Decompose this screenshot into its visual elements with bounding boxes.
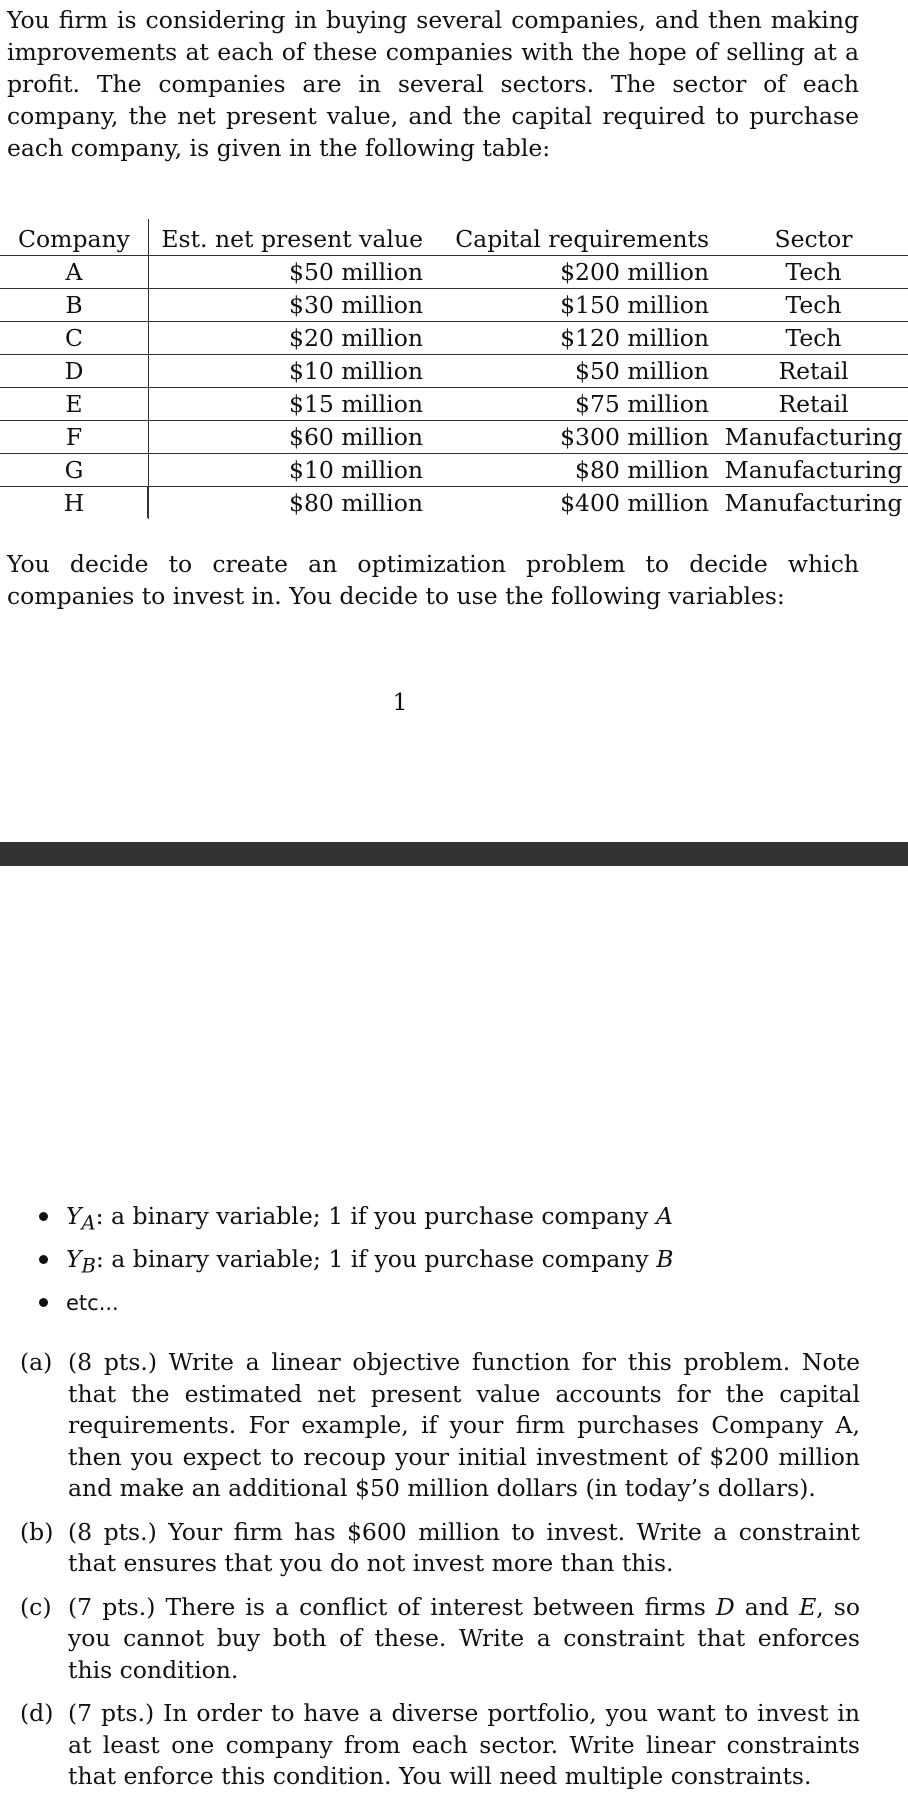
firm-e: E <box>799 1592 817 1621</box>
etc-text: etc... <box>66 1291 119 1315</box>
cell-npv: $10 million <box>289 456 423 484</box>
variable-company: A <box>655 1202 673 1230</box>
list-item <box>0 1200 908 1243</box>
cell-sector: Manufacturing <box>724 489 903 517</box>
cell-capital: $300 million <box>560 423 709 451</box>
table-row <box>0 487 908 520</box>
variable-description: : a binary variable; 1 if you purchase company <box>95 1202 656 1230</box>
variables-intro-paragraph: You decide to create an optimization problem to decide which companies to invest in. You decide to use the following variables: <box>7 550 859 610</box>
question-points: (8 pts.) <box>68 1517 157 1546</box>
cell-company: E <box>0 388 149 421</box>
table-vertical-rule-tail <box>147 486 149 518</box>
table-row <box>0 454 908 487</box>
cell-npv: $80 million <box>289 489 423 517</box>
cell-sector: Tech <box>785 324 842 352</box>
cell-npv: $15 million <box>289 390 423 418</box>
cell-capital: $150 million <box>560 291 709 319</box>
question-points: (7 pts.) <box>68 1699 155 1727</box>
cell-company: B <box>0 289 149 322</box>
list-item <box>0 1243 908 1286</box>
variable-symbol: Y <box>66 1202 82 1230</box>
firm-d: D <box>715 1592 735 1621</box>
cell-npv: $50 million <box>289 258 423 286</box>
cell-sector: Manufacturing <box>724 456 903 484</box>
document-page-1 <box>0 0 908 842</box>
cell-sector: Retail <box>778 390 849 418</box>
cell-capital: $400 million <box>560 489 709 517</box>
companies-table <box>0 219 908 519</box>
cell-capital: $120 million <box>560 324 709 352</box>
question-text: There is a conflict of interest between firms <box>165 1592 716 1621</box>
question-text: In order to have a diverse portfolio, you want to invest in at least one company from each sector. Write linear constraints that enforce this condition. You will need multiple constraints. <box>68 1699 860 1790</box>
bullet-icon <box>39 1212 48 1221</box>
cell-sector: Tech <box>785 291 842 319</box>
question-c <box>0 1592 908 1687</box>
cell-capital: $80 million <box>575 456 709 484</box>
variable-symbol: Y <box>66 1245 82 1273</box>
question-text: Write a linear objective function for this problem. Note that the estimated net present value accounts for the capital requirements. For example, if your firm purchases Company A, then you expect to recoup your initial investment of $200 million and make an additional $50 million dollars (in today’s dollars). <box>68 1348 860 1502</box>
table-row <box>0 322 908 355</box>
question-label: (c) <box>20 1592 52 1621</box>
cell-company: F <box>0 421 149 454</box>
table-row <box>0 256 908 289</box>
header-npv: Est. net present value <box>161 225 423 253</box>
question-d <box>0 1698 908 1793</box>
list-item <box>0 1286 908 1329</box>
cell-company: H <box>0 487 149 520</box>
cell-sector: Retail <box>778 357 849 385</box>
cell-npv: $30 million <box>289 291 423 319</box>
variable-company: B <box>656 1245 674 1273</box>
table-row <box>0 421 908 454</box>
question-label: (b) <box>20 1517 54 1546</box>
table-row <box>0 355 908 388</box>
table-row <box>0 388 908 421</box>
bullet-icon <box>39 1255 48 1264</box>
page-number: 1 <box>392 688 408 716</box>
question-points: (8 pts.) <box>68 1348 158 1376</box>
questions-list <box>0 1347 908 1805</box>
variable-subscript: B <box>81 1254 96 1278</box>
question-b <box>0 1517 908 1580</box>
header-sector: Sector <box>774 225 853 253</box>
cell-npv: $20 million <box>289 324 423 352</box>
cell-company: C <box>0 322 149 355</box>
cell-npv: $10 million <box>289 357 423 385</box>
cell-capital: $75 million <box>575 390 709 418</box>
cell-company: G <box>0 454 149 487</box>
header-company: Company <box>0 219 149 256</box>
question-text: , so you cannot buy both of these. Write a constraint that enforces this condition. <box>68 1592 860 1684</box>
question-text: Your firm has $600 million to invest. Write a constraint that ensures that you do not invest more than this. <box>68 1517 860 1577</box>
table-row <box>0 289 908 322</box>
question-text: and <box>734 1592 800 1621</box>
header-capital: Capital requirements <box>455 225 709 253</box>
cell-capital: $50 million <box>575 357 709 385</box>
question-label: (a) <box>20 1348 53 1376</box>
bullet-icon <box>39 1298 48 1307</box>
question-label: (d) <box>20 1699 54 1727</box>
question-a <box>0 1347 908 1505</box>
cell-sector: Manufacturing <box>724 423 903 451</box>
page-separator <box>0 842 908 866</box>
question-points: (7 pts.) <box>68 1592 156 1621</box>
variables-list <box>0 1200 908 1329</box>
intro-paragraph: You firm is considering in buying several companies, and then making improvements at each of these companies with the hope of selling at a profit. The companies are in several sectors. The sector of each company, the net present value, and the capital required to purchase each company, is given in the following table: <box>7 6 859 162</box>
cell-capital: $200 million <box>560 258 709 286</box>
cell-company: D <box>0 355 149 388</box>
cell-company: A <box>0 256 149 289</box>
variable-description: : a binary variable; 1 if you purchase company <box>95 1245 657 1273</box>
table-header-row <box>0 219 908 256</box>
variable-subscript: A <box>81 1211 96 1235</box>
cell-sector: Tech <box>785 258 842 286</box>
cell-npv: $60 million <box>289 423 423 451</box>
